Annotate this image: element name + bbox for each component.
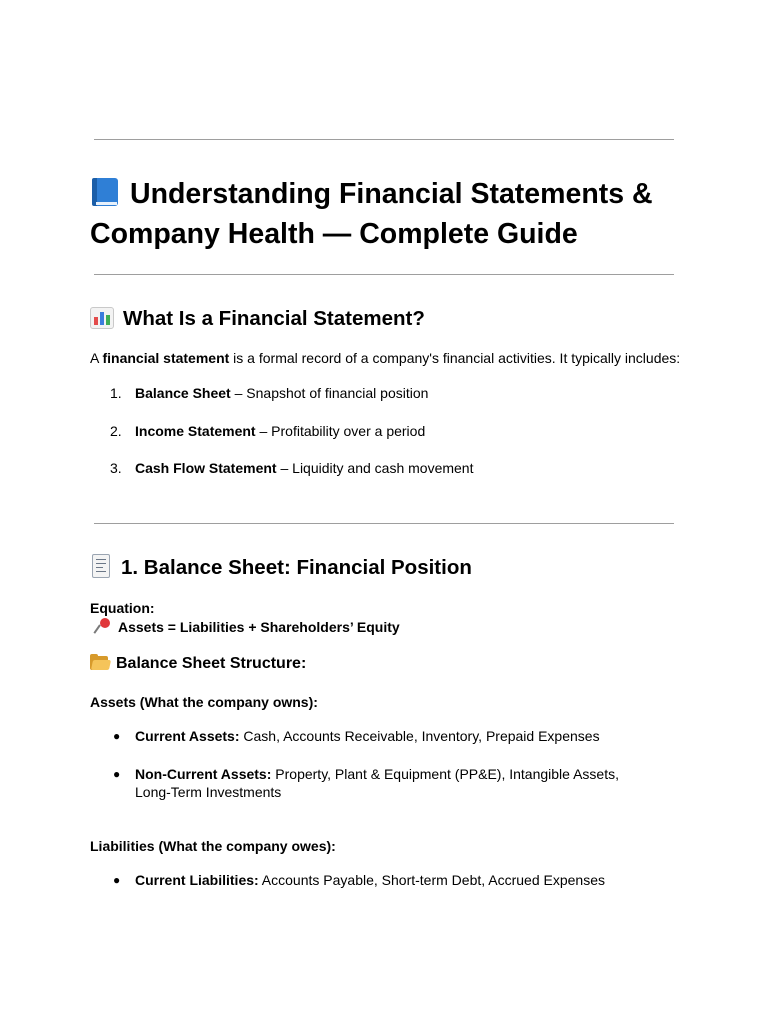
equation-line [94,618,400,637]
pushpin-icon [94,617,112,635]
intro-paragraph [90,349,680,367]
title-text-1: Understanding Financial Statements & [130,178,653,210]
title-line-2: Company Health — Complete Guide [90,218,578,250]
list-item-label: Non-Current Assets: [135,766,272,782]
list-item-label: Current Liabilities: [135,872,259,888]
list-item [0,422,768,440]
list-item [0,459,768,477]
list-item-desc: – Profitability over a period [255,423,426,439]
list-item-label: Current Assets: [135,728,240,744]
bullet: ● [113,767,121,781]
equation-label: Equation: [90,600,155,616]
horizontal-rule [94,523,674,524]
assets-heading: Assets (What the company owns): [90,694,318,710]
list-item-desc: – Snapshot of financial position [230,385,429,401]
section-heading-text: 1. Balance Sheet: Financial Position [121,556,472,579]
list-item-label: Income Statement [135,423,256,439]
list-item-desc: Cash, Accounts Receivable, Inventory, Prepaid Expenses [239,728,600,744]
structure-heading-text: Balance Sheet Structure: [116,655,307,672]
section-heading-balance-sheet [90,554,472,582]
section-heading-text: What Is a Financial Statement? [123,307,425,330]
bullet: ● [113,729,121,743]
liabilities-heading: Liabilities (What the company owes): [90,838,336,854]
bullet: ● [113,873,121,887]
title-line-1 [90,174,690,214]
structure-heading [90,653,306,675]
list-item-text [135,871,605,889]
intro-bold-term: financial statement [102,350,230,366]
list-item-desc: – Liquidity and cash movement [276,460,474,476]
list-item-text [135,765,619,801]
list-item-text [135,727,600,745]
open-folder-icon [90,653,110,671]
blue-book-icon [90,177,120,207]
list-item-number: 2. [110,423,122,439]
list-item-desc-continued: Long-Term Investments [135,784,282,800]
list-item-number: 3. [110,460,122,476]
receipt-icon [90,554,112,580]
list-item-text [135,459,473,477]
list-item-desc: Accounts Payable, Short-term Debt, Accrued Expenses [258,872,605,888]
page-title [90,174,690,254]
intro-prefix: A [90,350,103,366]
list-item [0,871,768,889]
list-item-desc: Property, Plant & Equipment (PP&E), Intangible Assets, [271,766,619,782]
list-item [0,727,768,745]
intro-suffix: is a formal record of a company's financial activities. It typically includes: [229,350,681,366]
list-item-label: Cash Flow Statement [135,460,277,476]
section-heading-financial-statement [90,305,425,333]
list-item [0,384,768,402]
list-item-label: Balance Sheet [135,385,231,401]
list-item-text [135,422,425,440]
list-item-number: 1. [110,385,122,401]
list-item [0,765,768,801]
bar-chart-icon [90,307,114,329]
horizontal-rule [94,274,674,275]
equation-text: Assets = Liabilities + Shareholders’ Equity [118,619,400,635]
horizontal-rule [94,139,674,140]
list-item-text [135,384,428,402]
